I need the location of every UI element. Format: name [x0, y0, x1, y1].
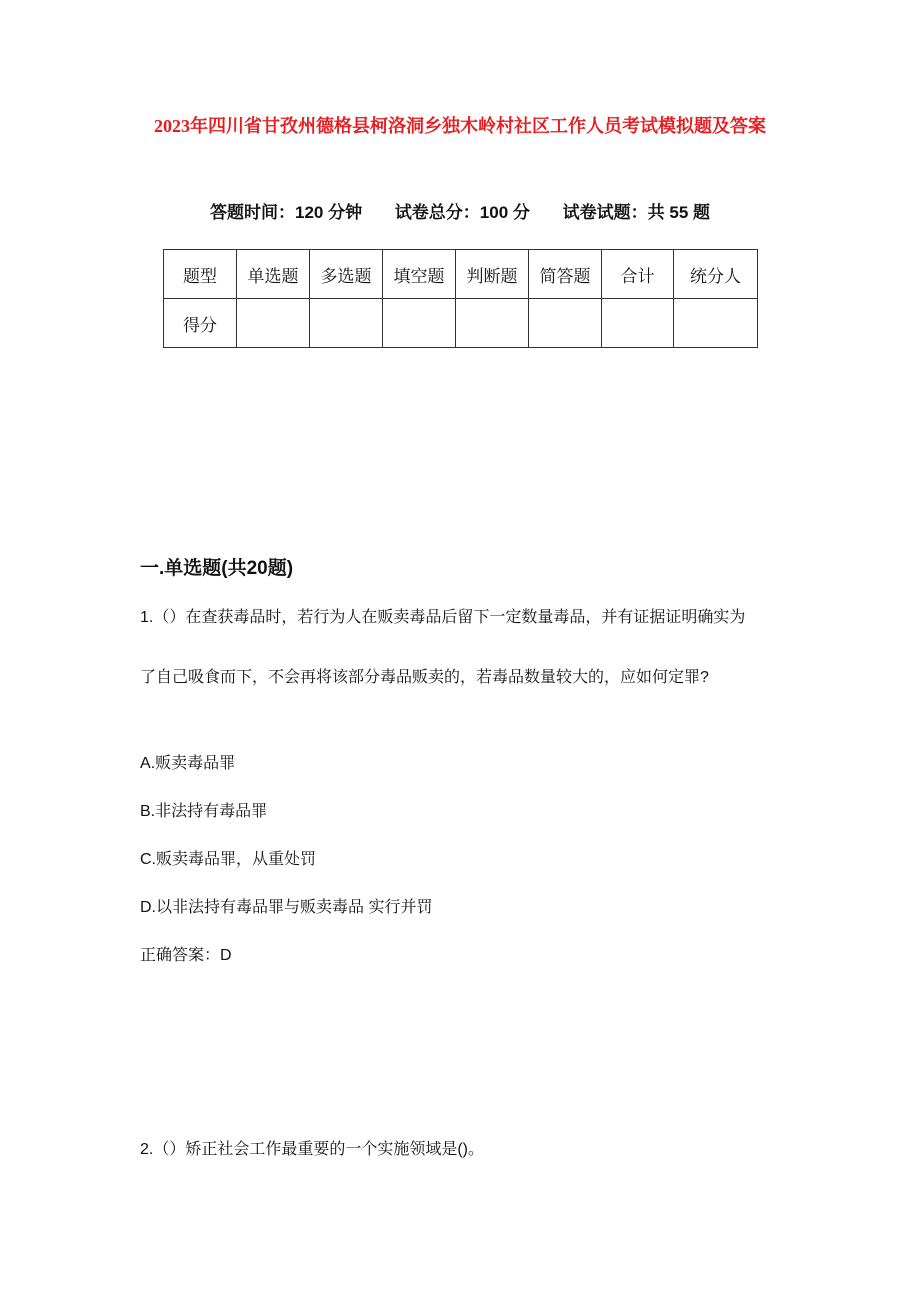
- exam-meta: [0, 198, 920, 223]
- table-header: 填空题: [383, 250, 456, 299]
- table-header: 简答题: [529, 250, 602, 299]
- option-a: A.贩卖毒品罪: [140, 755, 236, 772]
- score-cell: [310, 299, 383, 348]
- table-row: [164, 299, 758, 348]
- table-header: 多选题: [310, 250, 383, 299]
- score-cell: [674, 299, 758, 348]
- exam-total: 试卷总分：100 分: [394, 203, 530, 222]
- exam-count: 试卷试题：共 55 题: [562, 203, 710, 222]
- option-d: D.以非法持有毒品罪与贩卖毒品 实行并罚: [140, 899, 433, 916]
- document-title: 2023年四川省甘孜州德格县柯洛洞乡独木岭村社区工作人员考试模拟题及答案: [154, 116, 766, 136]
- score-cell: [529, 299, 602, 348]
- table-header: 合计: [602, 250, 674, 299]
- option-b: B.非法持有毒品罪: [140, 803, 268, 820]
- question-1-line-2: 了自己吸食而下，不会再将该部分毒品贩卖的，若毒品数量较大的，应如何定罪?: [140, 669, 709, 686]
- row-label: 得分: [164, 299, 237, 348]
- option-c: C.贩卖毒品罪，从重处罚: [140, 851, 317, 868]
- section-heading: 一.单选题(共20题): [140, 558, 294, 579]
- table-header-row: [164, 250, 758, 299]
- table-header: 判断题: [456, 250, 529, 299]
- question-2: 2.（）矫正社会工作最重要的一个实施领域是()。: [140, 1141, 485, 1158]
- score-cell: [383, 299, 456, 348]
- table-header: 单选题: [237, 250, 310, 299]
- answer: 正确答案：D: [140, 947, 232, 964]
- table-header: 统分人: [674, 250, 758, 299]
- question-1-line-1: 1.（）在查获毒品时，若行为人在贩卖毒品后留下一定数量毒品，并有证据证明确实为: [140, 609, 746, 626]
- score-cell: [602, 299, 674, 348]
- score-cell: [456, 299, 529, 348]
- score-table: [163, 249, 758, 348]
- exam-time: 答题时间：120 分钟: [209, 203, 363, 222]
- score-cell: [237, 299, 310, 348]
- table-header: 题型: [164, 250, 237, 299]
